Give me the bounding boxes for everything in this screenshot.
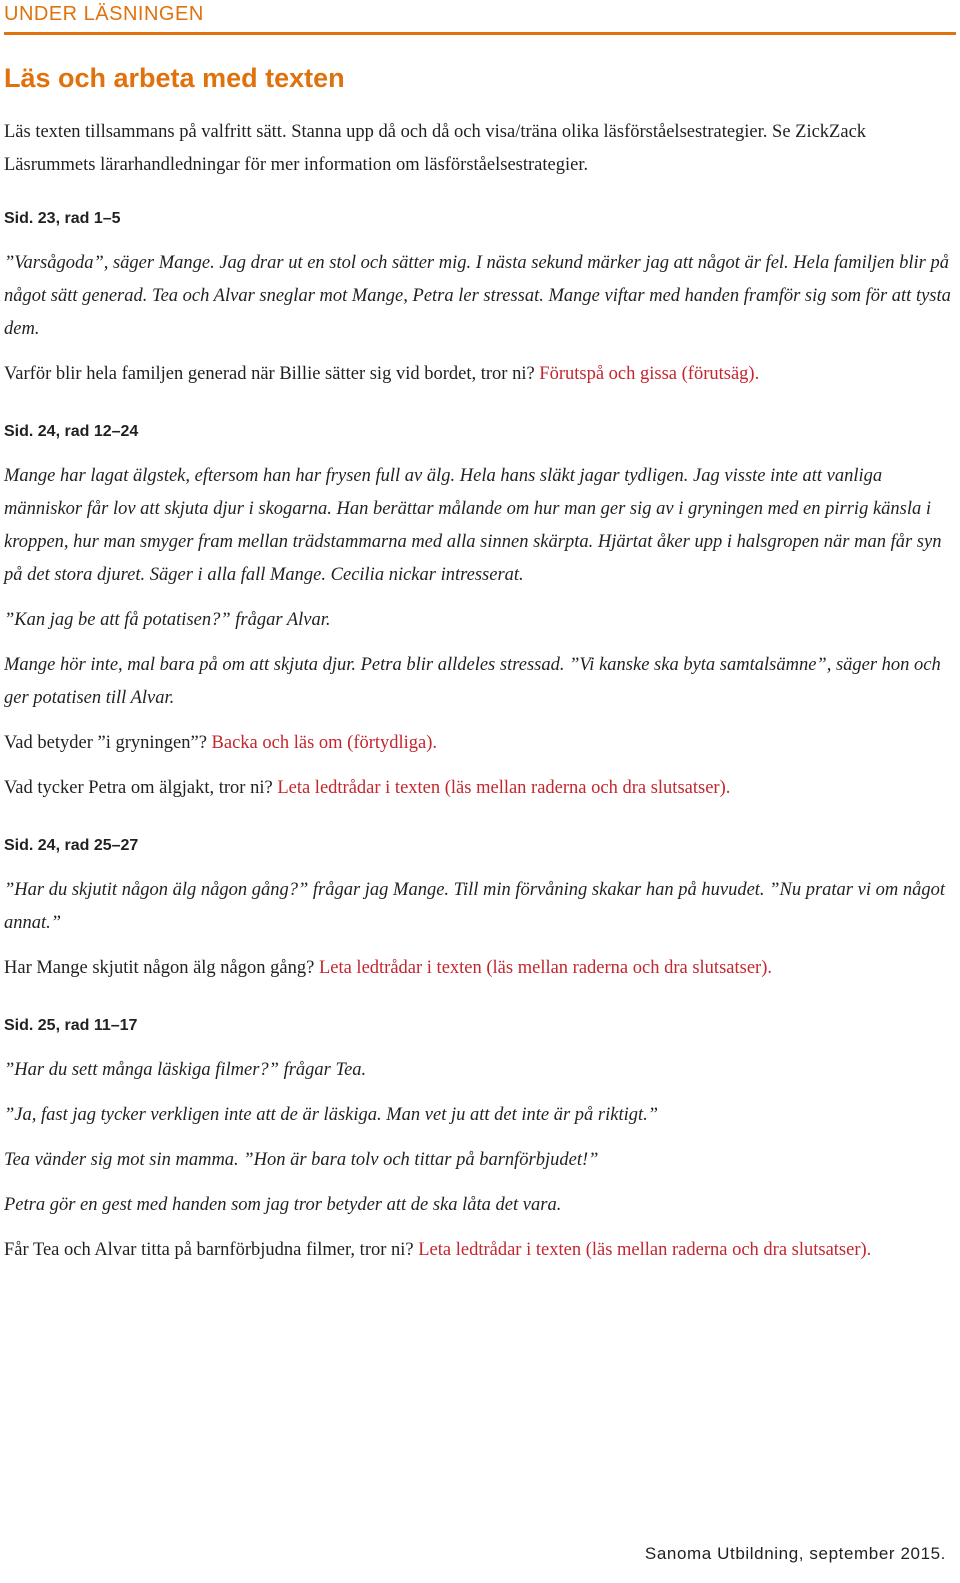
page-title: Läs och arbeta med texten xyxy=(4,63,345,93)
quote-paragraph: ”Varsågoda”, säger Mange. Jag drar ut en stol och sätter mig. I nästa sekund märker jag att något är fel. Hela familjen blir på något sätt generad. Tea och Alvar sneglar mot Mange, Petra ler stressat. Mange viftar med handen framför sig som för att tysta dem. xyxy=(4,253,951,339)
strategy-hint: Backa och läs om (förtydliga). xyxy=(211,733,438,753)
strategy-hint: Leta ledtrådar i texten (läs mellan raderna och dra slutsatser). xyxy=(318,958,772,978)
section-heading: Sid. 24, rad 25–27 xyxy=(4,837,139,854)
question xyxy=(4,772,954,805)
quote-paragraph: Tea vänder sig mot sin mamma. ”Hon är bara tolv och tittar på barnförbjudet!” xyxy=(4,1150,599,1170)
footer-credit: Sanoma Utbildning, september 2015. xyxy=(644,1544,946,1563)
quote-paragraph: Mange hör inte, mal bara på om att skjuta djur. Petra blir alldeles stressad. ”Vi kanske ska byta samtalsämne”, säger hon och ger potatisen till Alvar. xyxy=(4,655,941,708)
reading-section xyxy=(4,415,954,805)
quote-paragraph: ”Kan jag be att få potatisen?” frågar Alvar. xyxy=(4,610,331,630)
main-content xyxy=(4,116,954,1279)
question-text: Vad betyder ”i gryningen”? xyxy=(4,733,212,753)
question-text: Varför blir hela familjen generad när Billie sätter sig vid bordet, tror ni? xyxy=(4,364,540,384)
question xyxy=(4,1234,954,1267)
strategy-hint: Förutspå och gissa (förutsäg). xyxy=(539,364,760,384)
strategy-hint: Leta ledtrådar i texten (läs mellan raderna och dra slutsatser). xyxy=(277,778,731,798)
section-heading: Sid. 24, rad 12–24 xyxy=(4,423,139,440)
section-heading: Sid. 25, rad 11–17 xyxy=(4,1017,138,1034)
strategy-hint: Leta ledtrådar i texten (läs mellan raderna och dra slutsatser). xyxy=(418,1240,872,1260)
header-divider xyxy=(4,32,956,35)
reading-section xyxy=(4,829,954,985)
quote-paragraph: ”Ja, fast jag tycker verkligen inte att de är läskiga. Man vet ju att det inte är på riktigt.” xyxy=(4,1105,659,1125)
question xyxy=(4,358,954,391)
reading-section xyxy=(4,202,954,391)
section-label: UNDER LÄSNINGEN xyxy=(4,3,204,25)
question xyxy=(4,727,954,760)
question-text: Vad tycker Petra om älgjakt, tror ni? xyxy=(4,778,278,798)
quote-paragraph: ”Har du skjutit någon älg någon gång?” frågar jag Mange. Till min förvåning skakar han på huvudet. ”Nu pratar vi om något annat.” xyxy=(4,880,945,933)
question-text: Får Tea och Alvar titta på barnförbjudna filmer, tror ni? xyxy=(4,1240,419,1260)
section-heading: Sid. 23, rad 1–5 xyxy=(4,210,121,227)
reading-section xyxy=(4,1009,954,1267)
quote-paragraph: Mange har lagat älgstek, eftersom han har frysen full av älg. Hela hans släkt jagar tydligen. Jag visste inte att vanliga människor får lov att skjuta djur i skogarna. Han berättar målande om hur man ger sig av i gryningen med en pirrig känsla i kroppen, hur man smyger fram mellan trädstammarna med alla sinnen skärpta. Hjärtat åker upp i halsgropen när man får syn på det stora djuret. Säger i alla fall Mange. Cecilia nickar intresserat. xyxy=(4,466,942,585)
question xyxy=(4,952,954,985)
question-text: Har Mange skjutit någon älg någon gång? xyxy=(4,958,319,978)
quote-paragraph: ”Har du sett många läskiga filmer?” frågar Tea. xyxy=(4,1060,367,1080)
quote-paragraph: Petra gör en gest med handen som jag tror betyder att de ska låta det vara. xyxy=(4,1195,562,1215)
intro-text: Läs texten tillsammans på valfritt sätt. Stanna upp då och då och visa/träna olika läsförståelsestrategier. Se ZickZack Läsrummets lärarhandledningar för mer information om läsförståelsestrategier. xyxy=(4,122,867,175)
